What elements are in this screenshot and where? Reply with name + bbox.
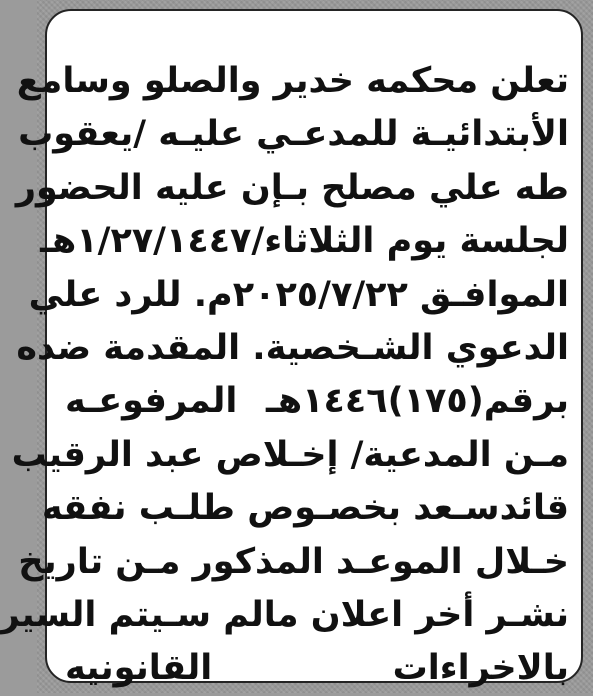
notice-line-1: تعلن محكمه خدير والصلو وسامع	[16, 61, 569, 101]
notice-line-9: قائدسـعد بخصـوص طلـب نفقه	[41, 488, 569, 529]
notice-line-7: برقم(١٧٥)١٤٤٦هـ المرفوعـه	[65, 381, 569, 422]
notice-line-10: خـلال الموعـد المذكور مـن تاريخ	[18, 541, 569, 582]
notice-line-3: طه علي مصلح بـإن عليه الحضور	[15, 167, 569, 208]
notice-line-11: نشـر أخر اعلان مالم سـيتم السير	[0, 594, 569, 635]
notice-line-8: مـن المدعية/ إخـلاص عبد الرقيب	[11, 434, 569, 475]
notice-line-6: الدعوي الشـخصية. المقدمة ضده	[16, 327, 569, 368]
notice-text	[0, 55, 569, 696]
notice-line-5: الموافـق ٢٠٢٥/٧/٢٢م. للرد علي	[28, 274, 569, 315]
notice-line-4: لجلسة يوم الثلاثاء/١/٢٧/١٤٤٧هـ	[40, 221, 569, 262]
notice-card	[0, 9, 583, 689]
notice-line-12: بالاخراءات القانونيه	[65, 648, 569, 689]
notice-line-2: الأبتدائيـة للمدعـي عليـه /يعقوب	[18, 114, 569, 155]
